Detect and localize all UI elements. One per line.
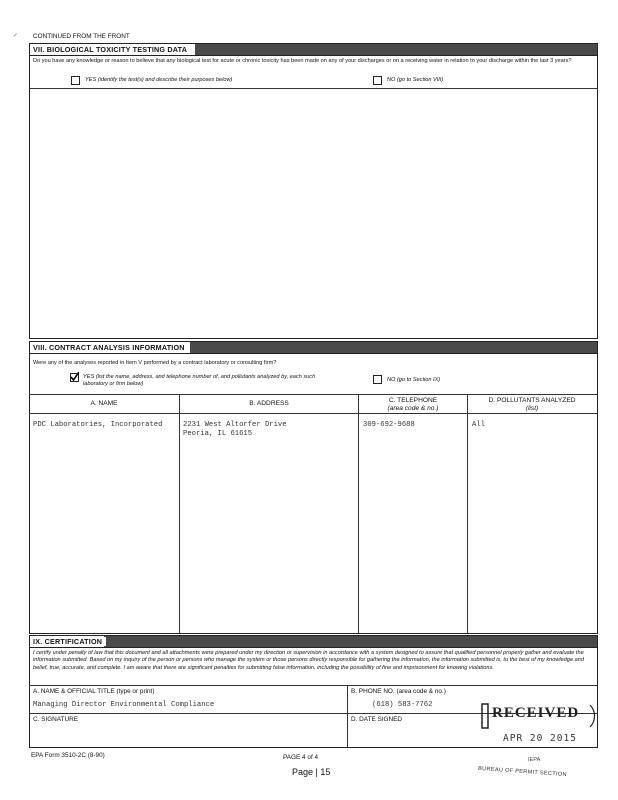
section-7-yes-checkbox[interactable] <box>71 76 80 85</box>
received-stamp-box <box>478 701 598 731</box>
col-header-pollutants: D. POLLUTANTS ANALYZED <box>488 397 576 404</box>
table-row-phone: 309-692-9688 <box>363 421 415 429</box>
stamp-received-text: RECEIVED <box>492 705 580 721</box>
section-7-title: VII. BIOLOGICAL TOXICITY TESTING DATA <box>33 45 191 54</box>
section-7-question: Do you have any knowledge or reason to believe that any biological test for acute or chronic toxicity has been made on any of your discharges or on a receiving water in relation to your discharge within the last 3 years? <box>33 58 572 64</box>
form-id: EPA Form 3510-2C (8-90) <box>31 752 105 759</box>
date-signed-label: D. DATE SIGNED <box>351 716 403 723</box>
page-of: PAGE 4 of 4 <box>283 754 319 761</box>
section-7-no-checkbox[interactable] <box>373 76 382 85</box>
section-8-no-checkbox[interactable] <box>373 375 382 384</box>
header-shading <box>190 342 597 353</box>
table-header-line <box>29 413 598 414</box>
signature-label: C. SIGNATURE <box>33 716 78 723</box>
phone-label: B. PHONE NO. (area code & no.) <box>351 688 446 695</box>
section-7-body <box>29 55 598 339</box>
col-header-pollutants-sub: (list) <box>525 405 539 412</box>
section-7-no-label: NO (go to Section VIII) <box>387 77 444 83</box>
section-8-yes-label: YES (list the name, address, and telephone number of, and pollutants analyzed by, each such laboratory or firm below) <box>83 374 316 387</box>
header-shading <box>195 44 597 55</box>
table-row-name: PDC Laboratories, Incorporated <box>33 421 163 429</box>
checkmark-icon <box>70 372 79 381</box>
table-col-divider <box>179 394 180 634</box>
section-8-title: VIII. CONTRACT ANALYSIS INFORMATION <box>33 343 189 352</box>
phone-value[interactable]: (618) 583-7762 <box>372 701 433 709</box>
section-8-question: Were any of the analyses reported in Item V performed by a contract laboratory or consulting firm? <box>33 360 277 366</box>
col-header-phone: C. TELEPHONE <box>388 397 438 404</box>
stamp-date: APR 20 2015 <box>503 733 577 744</box>
section-8-yes-checkbox[interactable] <box>70 373 79 382</box>
col-header-name: A. NAME <box>90 400 118 407</box>
header-shading <box>104 636 597 647</box>
section-7-divider <box>29 88 598 89</box>
cert-col-divider <box>347 685 348 748</box>
table-col-divider <box>467 394 468 634</box>
table-row-address-line2: Peoria, IL 61615 <box>183 430 253 438</box>
page-number: Page | 15 <box>292 767 331 777</box>
stamp-iepa: IEPA <box>528 757 541 763</box>
stamp-office: BUREAU OF PERMIT SECTION <box>477 765 567 779</box>
section-9-title: IX. CERTIFICATION <box>33 637 106 646</box>
name-title-value[interactable]: Managing Director Environmental Compliance <box>33 701 215 709</box>
col-header-address: B. ADDRESS <box>249 400 289 407</box>
table-row-pollutants: All <box>472 421 485 429</box>
continued-label: CONTINUED FROM THE FRONT <box>33 33 130 40</box>
table-top-line <box>29 394 598 395</box>
cert-divider <box>29 685 598 686</box>
signature-field[interactable] <box>33 726 343 746</box>
certification-text: I certify under penalty of law that this document and all attachments were prepared under my direction or supervision in accordance with a system designed to assure that qualified personnel properly gather and evaluate the information submitted. Based on my inquiry of the person or persons who manage the system or those persons directly responsible for gathering the information, the information submitted is, to the best of my knowledge and belief, true, accurate, and complete. I am aware that there are significant penalties for submitting false information, including the possibility of fine and imprisonment for knowing violations. <box>33 650 584 671</box>
section-8-body <box>29 353 598 634</box>
section-7-yes-label: YES (identify the test(s) and describe their purposes below) <box>85 77 233 83</box>
corner-mark: ⸝ <box>13 28 18 38</box>
section-8-no-label: NO (go to Section IX) <box>387 377 441 383</box>
name-title-label: A. NAME & OFFICIAL TITLE (type or print) <box>33 688 155 695</box>
col-header-phone-sub: (area code & no.) <box>387 405 439 412</box>
table-col-divider <box>358 394 359 634</box>
table-row-address-line1: 2231 West Altorfer Drive <box>183 421 287 429</box>
